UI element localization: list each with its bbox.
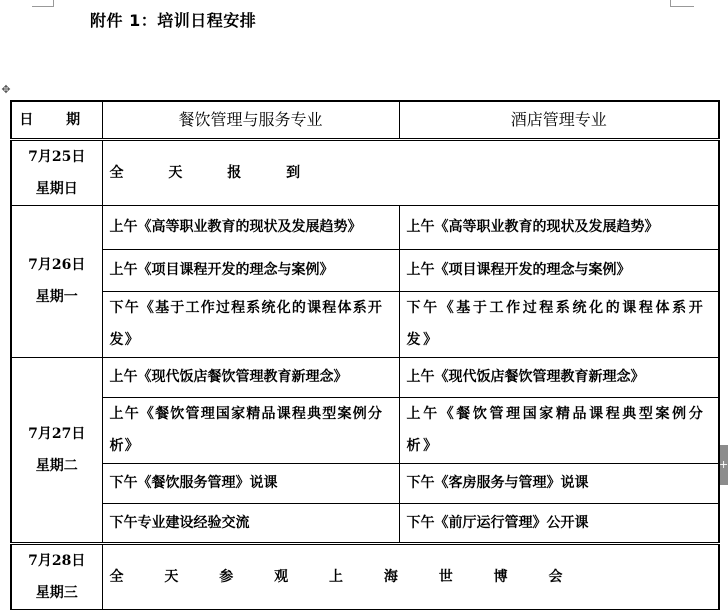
date-cell-day-3 [11,357,102,543]
weekday-day-2: 星期一 [35,289,78,305]
date-cell-day-4 [11,543,102,609]
date-day-3: 7月27日 [28,425,86,442]
page-corner-mark-left-vertical [53,0,54,6]
hotel-session: 下午《客房服务与管理》说课 [399,463,719,503]
table-row [11,503,719,543]
page-corner-mark-left [32,0,54,7]
merged-cell-day-4: 全 天 参 观 上 海 世 博 会 [102,543,719,609]
catering-session: 下午专业建设经验交流 [102,503,399,543]
table-row [11,357,719,397]
hotel-session: 上午《现代饭店餐饮管理教育新理念》 [399,357,719,397]
merged-cell-day-1: 全 天 报 到 [102,139,719,205]
catering-session: 上午《项目课程开发的理念与案例》 [102,249,399,291]
date-day-1: 7月25日 [28,148,86,165]
header-date: 日 期 [11,101,102,139]
catering-session: 上午《高等职业教育的现状及发展趋势》 [102,205,399,249]
schedule-table [10,100,720,610]
table-row [11,463,719,503]
weekday-day-3: 星期二 [35,457,78,474]
header-catering: 餐饮管理与服务专业 [102,101,399,139]
table-row [11,249,719,291]
date-day-2: 7月26日 [28,257,86,273]
table-header-row [11,101,719,139]
table-row [11,205,719,249]
table-row-day-1 [11,139,719,205]
catering-session: 下午《基于工作过程系统化的课程体系开发》 [102,291,399,357]
hotel-session: 上午《项目课程开发的理念与案例》 [399,249,719,291]
date-day-4: 7月28日 [28,552,86,569]
hotel-session: 下午《基于工作过程系统化的课程体系开发》 [399,291,719,357]
table-resize-handle-icon[interactable]: + [719,445,728,485]
hotel-session: 下午《前厅运行管理》公开课 [399,503,719,543]
hotel-session: 上午《高等职业教育的现状及发展趋势》 [399,205,719,249]
hotel-session: 上午《餐饮管理国家精品课程典型案例分析》 [399,397,719,463]
table-row [11,397,719,463]
table-row-day-4 [11,543,719,609]
table-move-handle-icon[interactable]: ✥ [1,83,11,96]
catering-session: 上午《现代饭店餐饮管理教育新理念》 [102,357,399,397]
weekday-day-4: 星期三 [35,584,78,601]
page-corner-mark-right [670,0,694,7]
date-cell-day-2 [11,205,102,357]
weekday-day-1: 星期日 [35,180,78,197]
catering-session: 上午《餐饮管理国家精品课程典型案例分析》 [102,397,399,463]
document-title: 附件 1：培训日程安排 [90,11,257,30]
table-row [11,291,719,357]
header-hotel: 酒店管理专业 [399,101,719,139]
date-cell-day-1 [11,139,102,205]
catering-session: 下午《餐饮服务管理》说课 [102,463,399,503]
page-corner-mark-right-vertical [670,0,671,6]
